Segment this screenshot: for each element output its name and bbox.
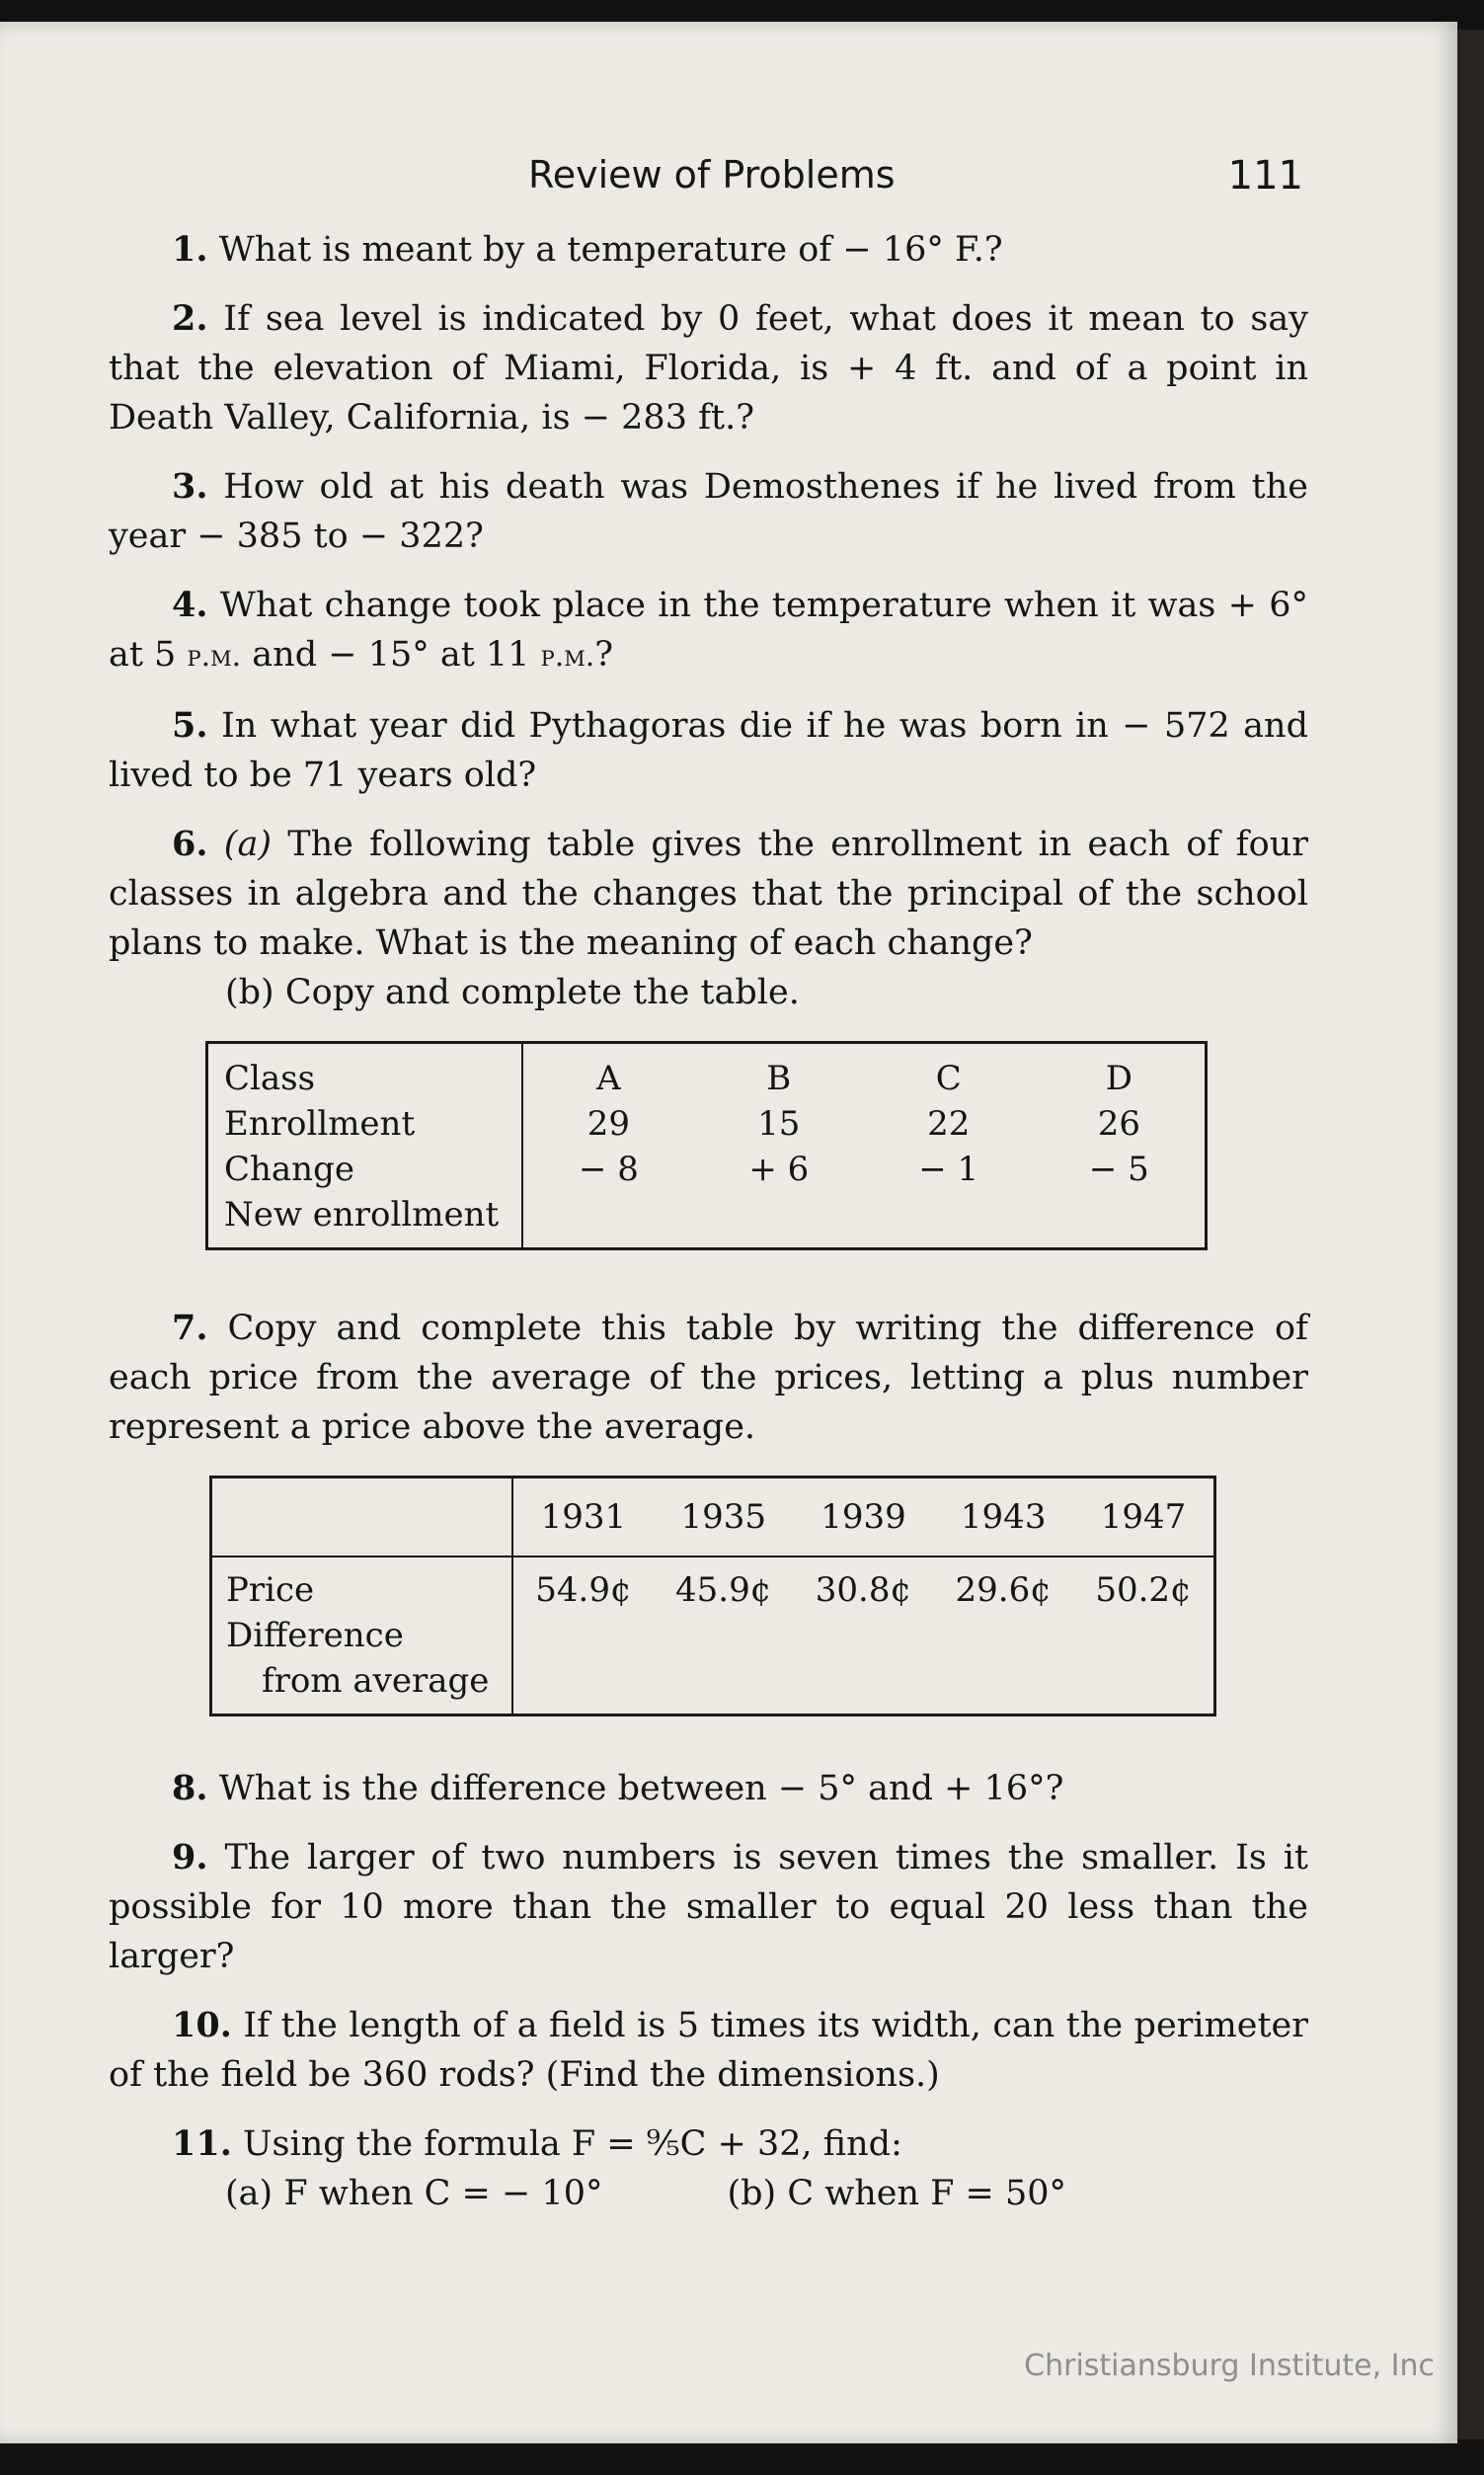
problem-text: What is meant by a temperature of − 16° F.?	[218, 230, 1003, 270]
page-edge	[1457, 30, 1484, 2439]
year-header: 1943	[933, 1477, 1073, 1557]
problem-text: What is the difference between − 5° and + 16°?	[218, 1769, 1064, 1808]
row-label: Change	[224, 1150, 354, 1189]
row-label: Price	[226, 1570, 315, 1610]
problem-9	[109, 1833, 1308, 1981]
price-cell: 54.9¢	[535, 1570, 632, 1610]
row-label: Difference	[226, 1616, 404, 1655]
problem-1	[109, 225, 1308, 275]
problem-number: 5.	[172, 705, 208, 746]
table-cell: C	[935, 1059, 962, 1098]
problem-number: 7.	[172, 1308, 208, 1348]
enrollment-table	[205, 1041, 1208, 1250]
problem-4	[109, 581, 1308, 681]
table-cell: − 1	[918, 1150, 979, 1189]
table-cell: 22	[927, 1104, 971, 1144]
problem-5	[109, 701, 1308, 800]
problem-text: ?	[594, 635, 614, 675]
pm-abbrev: p.m.	[187, 639, 242, 674]
table-column	[522, 1043, 694, 1249]
problem-11	[109, 2119, 1308, 2169]
problem-number: 11.	[172, 2123, 232, 2164]
problem-text: and − 15° at 11	[241, 635, 541, 675]
table-cell: 15	[757, 1104, 801, 1144]
row-label: Class	[224, 1059, 316, 1098]
table-row-labels	[207, 1043, 523, 1249]
problem-number: 2.	[172, 298, 208, 339]
table-corner	[211, 1477, 513, 1557]
row-label: New enrollment	[224, 1195, 500, 1235]
problem-text: The larger of two numbers is seven times the smaller. Is it possible for 10 more than the smaller to equal 20 less than the larger?	[109, 1838, 1308, 1976]
table-cell: + 6	[748, 1150, 810, 1189]
problem-number: 9.	[172, 1837, 208, 1877]
problem-3	[109, 462, 1308, 561]
problem-text: What change took place in the temperature when it was + 6° at 5	[109, 586, 1308, 675]
price-cell: 29.6¢	[955, 1570, 1052, 1610]
problem-8	[109, 1764, 1308, 1813]
problem-text: Copy and complete the table.	[284, 973, 800, 1012]
table-cell: A	[596, 1059, 621, 1098]
problem-number: 4.	[172, 585, 208, 625]
year-header: 1931	[512, 1477, 654, 1557]
year-header: 1947	[1073, 1477, 1214, 1557]
part-label: (a)	[223, 825, 272, 864]
problem-10	[109, 2001, 1308, 2100]
table-cell: B	[766, 1059, 792, 1098]
row-label: from average	[262, 1661, 490, 1701]
problem-text: If sea level is indicated by 0 feet, what does it mean to say that the elevation of Miami, Florida, is + 4 ft. and of a point in Death Valley, California, is − 283 ft.?	[109, 299, 1308, 438]
problem-number: 3.	[172, 466, 208, 507]
page-number: 111	[1227, 153, 1303, 199]
price-cell: 30.8¢	[815, 1570, 912, 1610]
problem-text: Using the formula F = ⁹⁄₅C + 32, find:	[243, 2124, 902, 2164]
problem-text: If the length of a field is 5 times its width, can the perimeter of the field be 360 rods? (Find the dimensions.)	[109, 2006, 1308, 2095]
part-label: (b)	[225, 973, 274, 1012]
table-cell: 26	[1097, 1104, 1140, 1144]
year-header: 1935	[654, 1477, 794, 1557]
problem-text: How old at his death was Demosthenes if he lived from the year − 385 to − 322?	[109, 467, 1308, 556]
table-cell: D	[1105, 1059, 1133, 1098]
part-text: C when F = 50°	[787, 2174, 1067, 2213]
price-cell: 45.9¢	[675, 1570, 772, 1610]
problem-number: 10.	[172, 2005, 232, 2045]
table-column	[694, 1043, 864, 1249]
problem-11-parts	[109, 2169, 1308, 2218]
problem-number: 1.	[172, 229, 208, 270]
table-column	[1034, 1043, 1207, 1249]
problem-text: The following table gives the enrollment in each of four classes in algebra and the changes that the principal of the school plans to make. What is the meaning of each change?	[109, 825, 1308, 963]
table-column	[864, 1043, 1034, 1249]
table-row-labels	[211, 1557, 513, 1716]
table-cell: 29	[586, 1104, 631, 1144]
problem-text: In what year did Pythagoras die if he was born in − 572 and lived to be 71 years old?	[109, 706, 1308, 795]
part-text: F when C = − 10°	[283, 2174, 603, 2213]
page-title: Review of Problems	[528, 153, 896, 197]
watermark: Christiansburg Institute, Inc	[1024, 2349, 1435, 2383]
problem-number: 8.	[172, 1768, 208, 1808]
price-table	[209, 1476, 1216, 1717]
year-header: 1939	[794, 1477, 934, 1557]
problem-number: 6.	[172, 824, 208, 864]
part-label: (b)	[727, 2174, 777, 2213]
row-label: Enrollment	[224, 1104, 416, 1144]
page-body	[109, 225, 1308, 2218]
problem-text: Copy and complete this table by writing the difference of each price from the average of the prices, letting a plus number represent a price above the average.	[109, 1309, 1308, 1447]
pm-abbrev: p.m.	[540, 639, 595, 674]
problem-7	[109, 1304, 1308, 1452]
price-cell: 50.2¢	[1095, 1570, 1192, 1610]
part-label: (a)	[225, 2174, 273, 2213]
table-cell: − 8	[578, 1150, 639, 1189]
problem-6-part-b	[109, 968, 1308, 1017]
table-cell: − 5	[1088, 1150, 1149, 1189]
problem-2	[109, 294, 1308, 442]
problem-6	[109, 820, 1308, 968]
